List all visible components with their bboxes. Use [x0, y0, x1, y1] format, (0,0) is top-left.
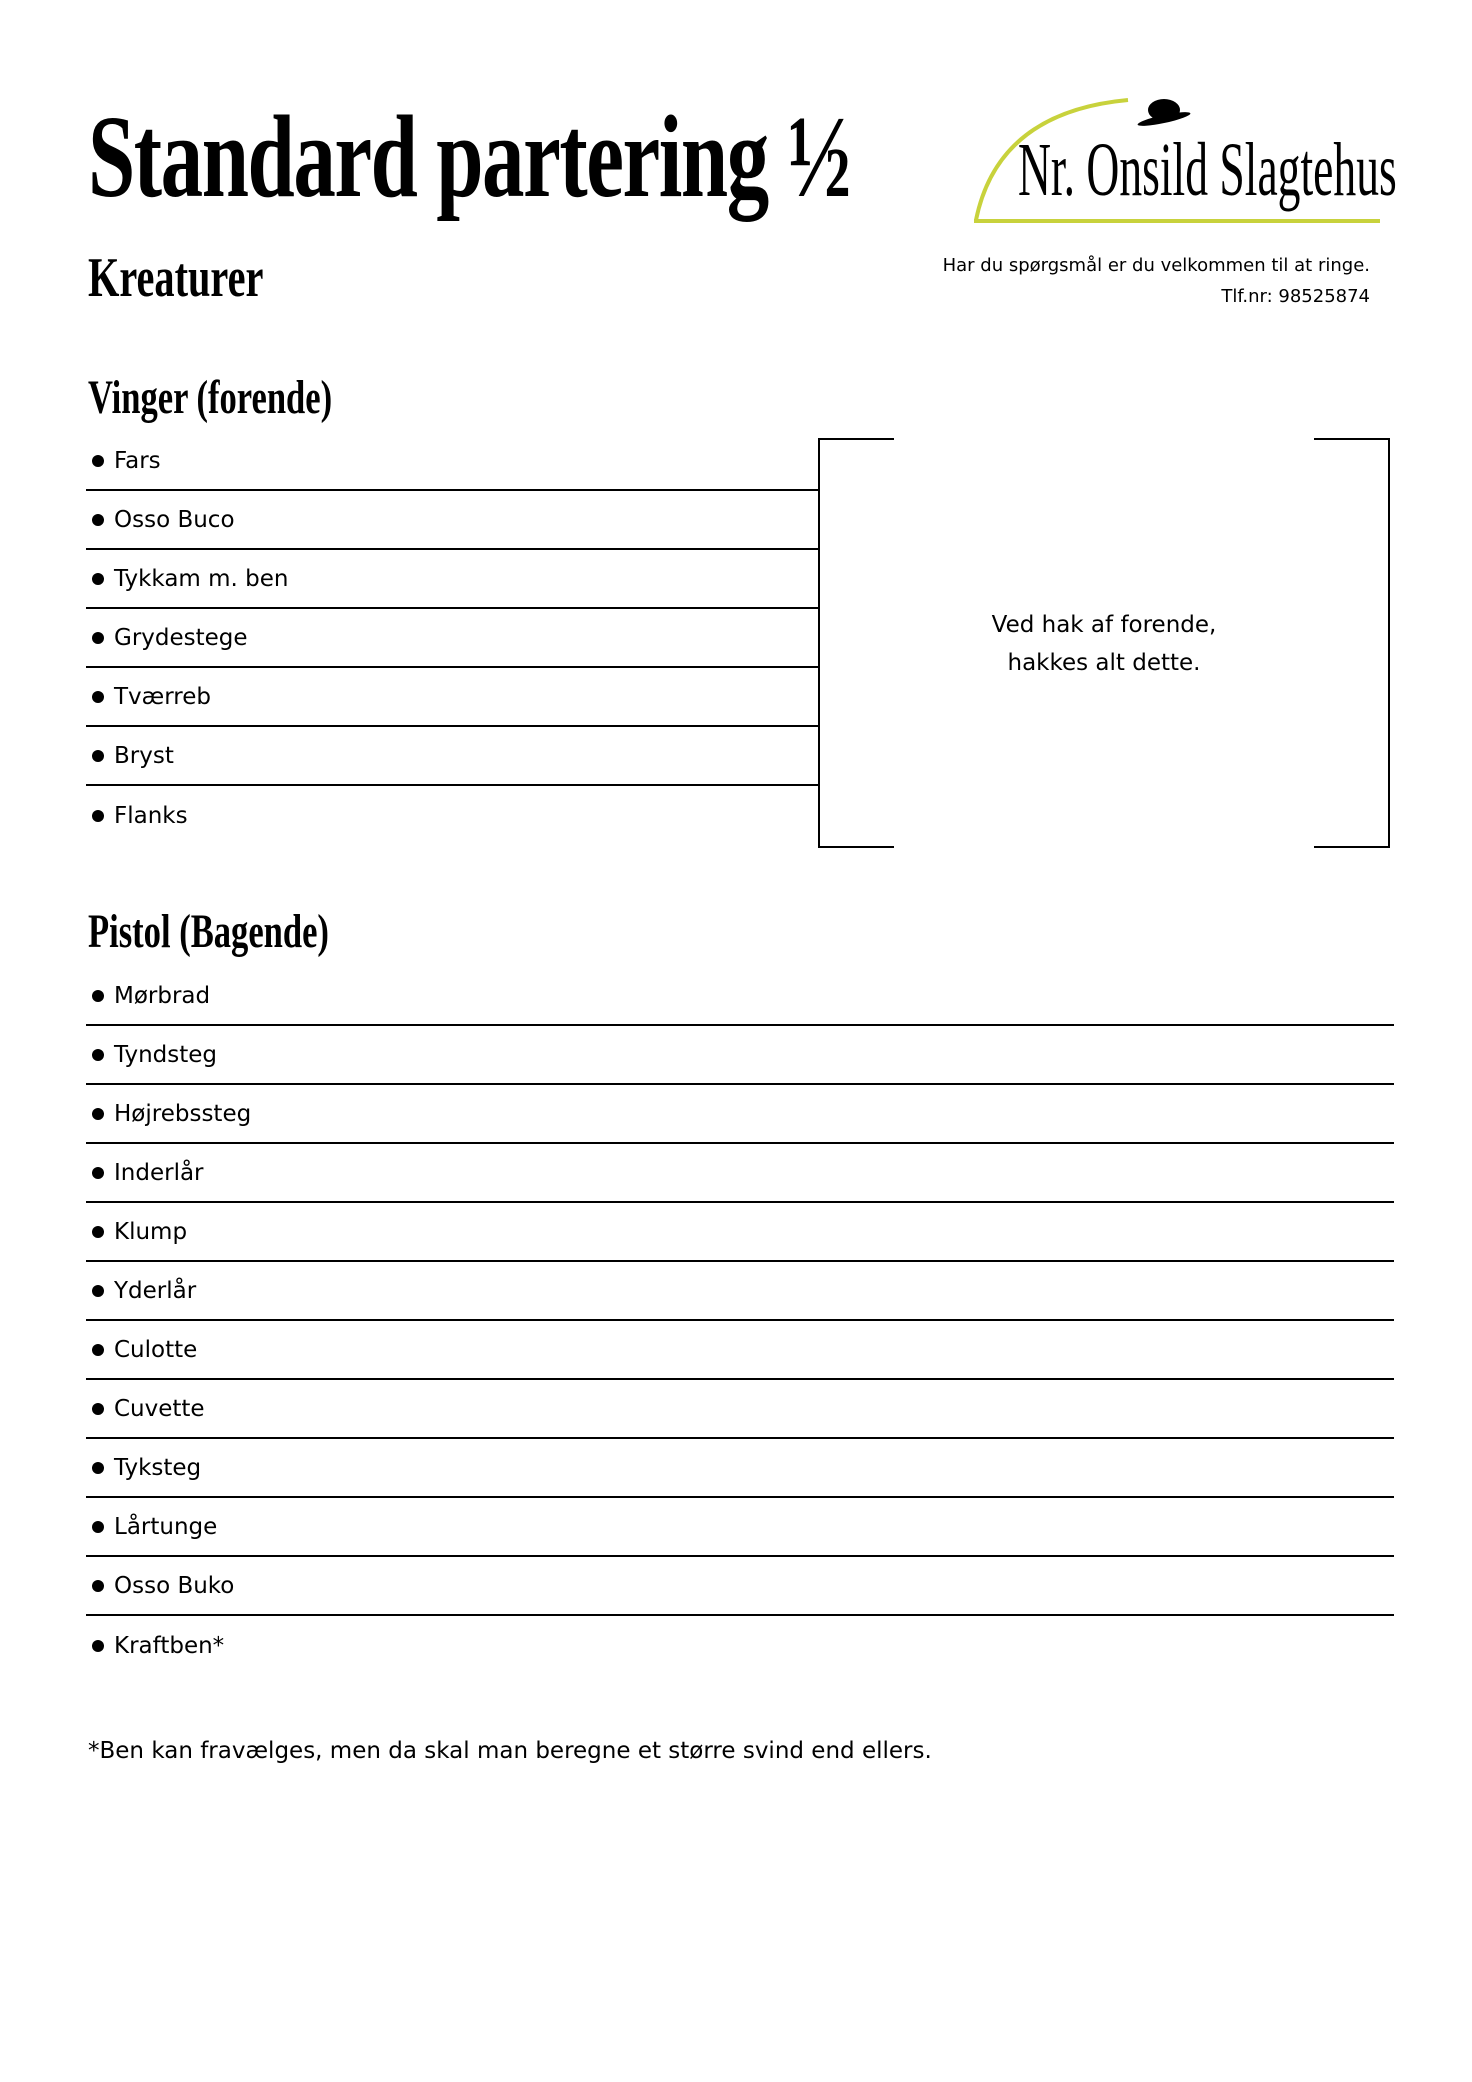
bullet-icon	[92, 1049, 104, 1061]
bullet-icon	[92, 1285, 104, 1297]
note-line-1: Ved hak af forende,	[991, 612, 1217, 638]
list-item	[86, 609, 818, 668]
bullet-icon	[92, 1167, 104, 1179]
item-label: Højrebssteg	[114, 1100, 252, 1127]
note-line-2: hakkes alt dette.	[1007, 650, 1201, 676]
bullet-icon	[92, 750, 104, 762]
list-item	[86, 1321, 1394, 1380]
list-item	[86, 550, 818, 609]
item-label: Lårtunge	[114, 1513, 218, 1540]
list-item	[86, 1203, 1394, 1262]
bullet-icon	[92, 632, 104, 644]
bullet-icon	[92, 1462, 104, 1474]
bullet-icon	[92, 1640, 104, 1652]
bullet-icon	[92, 514, 104, 526]
front-section-title: Vinger (forende)	[88, 371, 333, 424]
list-item	[86, 786, 818, 845]
bullet-icon	[92, 573, 104, 585]
item-label: Fars	[114, 447, 161, 474]
list-item	[86, 491, 818, 550]
item-label: Osso Buco	[114, 506, 235, 533]
bullet-icon	[92, 810, 104, 822]
bullet-icon	[92, 1403, 104, 1415]
item-label: Kraftben*	[114, 1632, 225, 1659]
item-label: Yderlår	[114, 1277, 197, 1304]
list-item	[86, 668, 818, 727]
item-label: Tyndsteg	[114, 1041, 218, 1068]
bullet-icon	[92, 990, 104, 1002]
front-items-list	[86, 432, 818, 845]
list-item	[86, 1085, 1394, 1144]
bullet-icon	[92, 1580, 104, 1592]
bowler-hat-icon	[1137, 99, 1191, 129]
contact-info	[943, 250, 1370, 312]
page-title: Standard partering ½	[88, 91, 850, 222]
list-item	[86, 1026, 1394, 1085]
list-item	[86, 1616, 1394, 1675]
bullet-icon	[92, 1521, 104, 1533]
list-item	[86, 1498, 1394, 1557]
list-item	[86, 1380, 1394, 1439]
list-item	[86, 1439, 1394, 1498]
list-item	[86, 432, 818, 491]
item-label: Klump	[114, 1218, 188, 1245]
list-item	[86, 727, 818, 786]
item-label: Mørbrad	[114, 982, 211, 1009]
item-label: Tværreb	[114, 683, 211, 710]
bullet-icon	[92, 691, 104, 703]
back-items-list	[86, 967, 1394, 1675]
contact-phone: Tlf.nr: 98525874	[1221, 286, 1370, 307]
item-label: Tyksteg	[114, 1454, 202, 1481]
item-label: Grydestege	[114, 624, 248, 651]
list-item	[86, 967, 1394, 1026]
item-label: Culotte	[114, 1336, 198, 1363]
item-label: Bryst	[114, 742, 174, 769]
back-section-title: Pistol (Bagende)	[88, 905, 329, 958]
front-note-text	[818, 606, 1390, 682]
bullet-icon	[92, 455, 104, 467]
item-label: Tykkam m. ben	[114, 565, 289, 592]
item-label: Inderlår	[114, 1159, 204, 1186]
list-item	[86, 1262, 1394, 1321]
item-label: Cuvette	[114, 1395, 205, 1422]
bullet-icon	[92, 1108, 104, 1120]
footnote: *Ben kan fravælges, men da skal man beregne et større svind end ellers.	[88, 1738, 932, 1764]
list-item	[86, 1557, 1394, 1616]
item-label: Flanks	[114, 802, 188, 829]
list-item	[86, 1144, 1394, 1203]
company-logo	[968, 92, 1397, 232]
page-subtitle: Kreaturer	[88, 247, 264, 309]
front-note-box	[818, 438, 1390, 850]
bullet-icon	[92, 1226, 104, 1238]
logo-name: Nr. Onsild Slagtehus	[1018, 128, 1397, 212]
item-label: Osso Buko	[114, 1572, 235, 1599]
contact-line-question: Har du spørgsmål er du velkommen til at ringe.	[942, 255, 1370, 276]
bullet-icon	[92, 1344, 104, 1356]
